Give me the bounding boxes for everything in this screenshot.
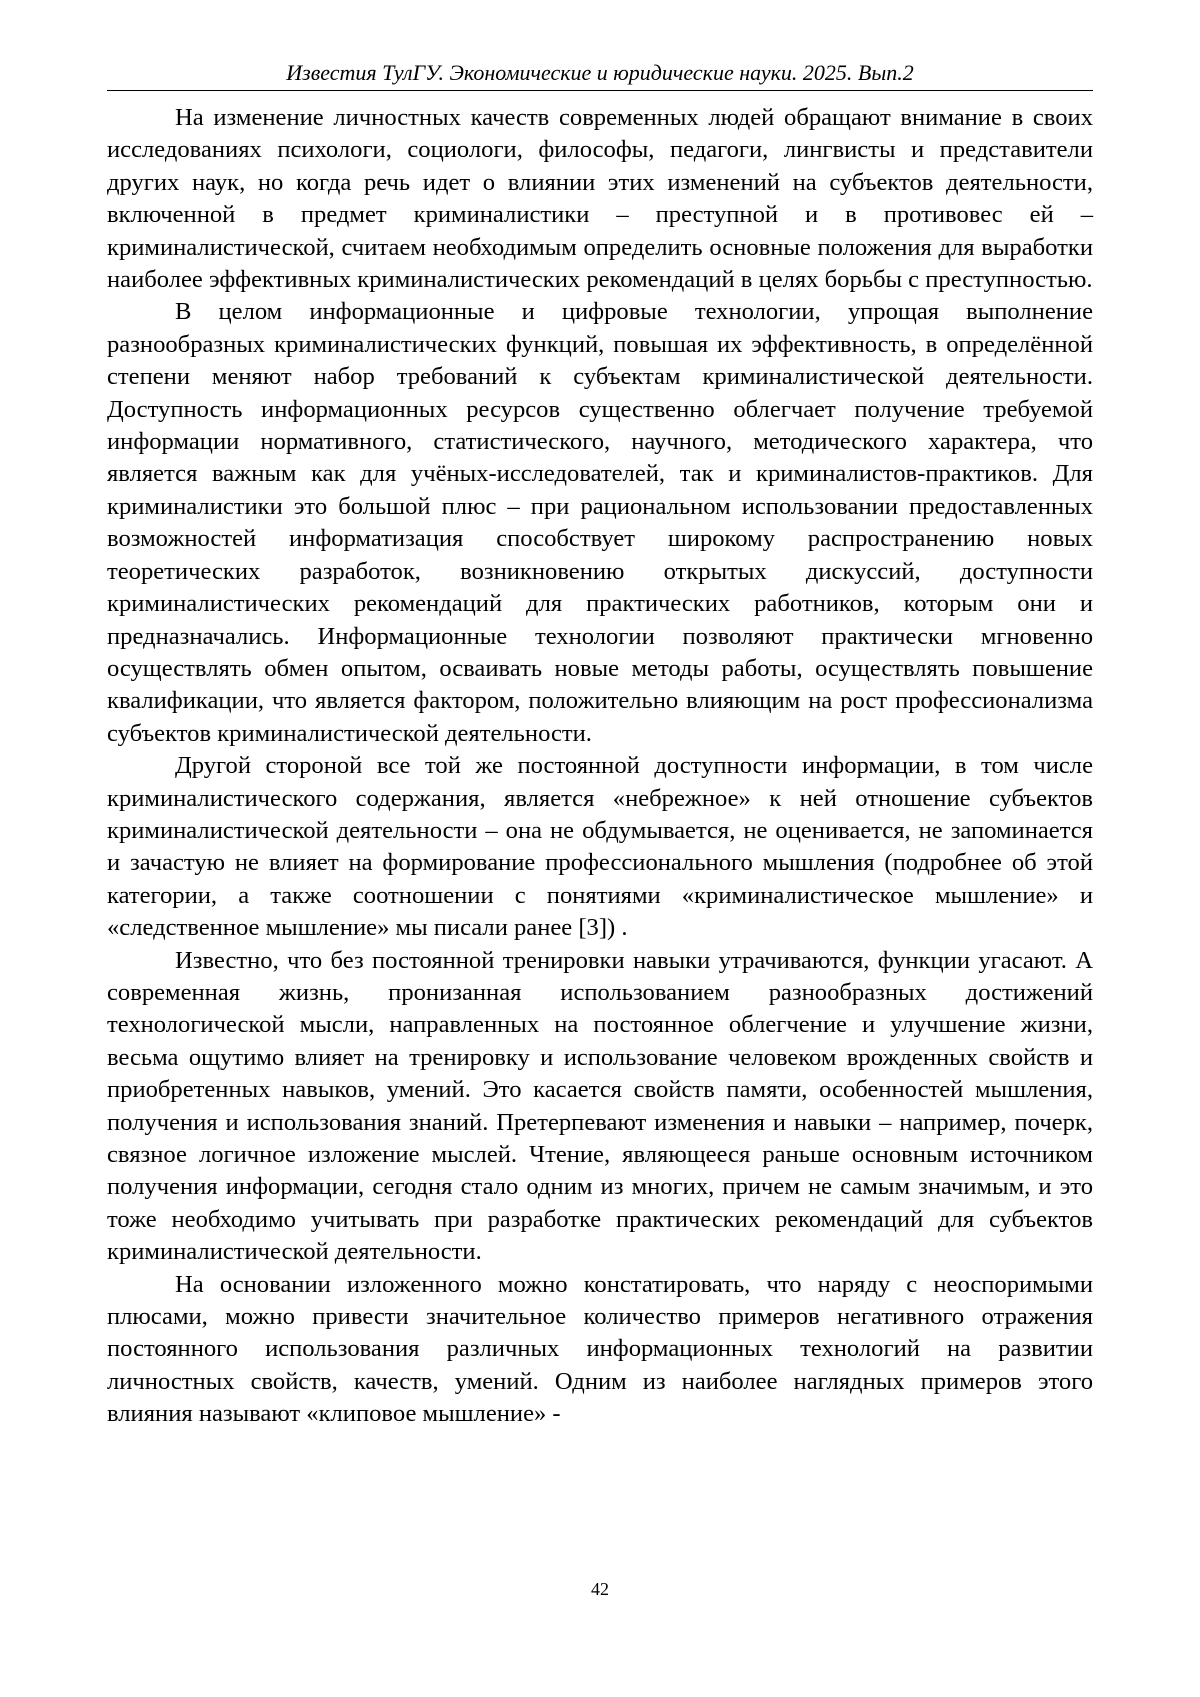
article-body [107, 102, 1093, 1431]
paragraph: Другой стороной все той же постоянной доступности информации, в том числе криминалистического содержания, является «небрежное» к ней отношение субъектов криминалистической деятельности – она не обдумывается, не оценивается, не запоминается и зачастую не влияет на формирование профессионального мышления (подробнее об этой категории, а также соотношении с понятиями «криминалистическое мышление» и «следственное мышление» мы писали ранее [3]) . [107, 752, 1093, 942]
paragraph: В целом информационные и цифровые технологии, упрощая выполнение разнообразных криминалистических функций, повышая их эффективность, в определённой степени меняют набор требований к субъектам криминалистической деятельности. Доступность информационных ресурсов существенно облегчает получение требуемой информации нормативного, статистического, научного, методического характера, что является важным как для учёных-исследователей, так и криминалистов-практиков. Для криминалистики это большой плюс – при рациональном использовании предоставленных возможностей информатизация способствует широкому распространению новых теоретических разработок, возникновению открытых дискуссий, доступности криминалистических рекомендаций для практических работников, которым они и предназначались. Информационные технологии позволяют практически мгновенно осуществлять обмен опытом, осваивать новые методы работы, осуществлять повышение квалификации, что является фактором, положительно влияющим на рост профессионализма субъектов криминалистической деятельности. [107, 298, 1093, 747]
paragraph: Известно, что без постоянной тренировки навыки утрачиваются, функции угасают. А современная жизнь, пронизанная использованием разнообразных достижений технологической мысли, направленных на постоянное облегчение и улучшение жизни, весьма ощутимо влияет на тренировку и использование человеком врожденных свойств и приобретенных навыков, умений. Это касается свойств памяти, особенностей мышления, получения и использования знаний. Претерпевают изменения и навыки – например, почерк, связное логичное изложение мыслей. Чтение, являющееся раньше основным источником получения информации, сегодня стало одним из многих, причем не самым значимым, и это тоже необходимо учитывать при разработке практических рекомендаций для субъектов криминалистической деятельности. [107, 946, 1093, 1266]
page-number: 42 [591, 1579, 609, 1599]
running-header: Известия ТулГУ. Экономические и юридические науки. 2025. Вып.2 [107, 58, 1093, 91]
journal-page [107, 58, 1093, 1431]
paragraph: На основании изложенного можно констатировать, что наряду с неоспоримыми плюсами, можно привести значительное количество примеров негативного отражения постоянного использования различных информационных технологий на развитии личностных свойств, качеств, умений. Одним из наиболее наглядных примеров этого влияния называют «клиповое мышление» - [107, 1270, 1093, 1428]
paragraph: На изменение личностных качеств современных людей обращают внимание в своих исследованиях психологи, социологи, философы, педагоги, лингвисты и представители других наук, но когда речь идет о влиянии этих изменений на субъектов деятельности, включенной в предмет криминалистики – преступной и в противовес ей – криминалистической, считаем необходимым определить основные положения для выработки наиболее эффективных криминалистических рекомендаций в целях борьбы с преступностью. [107, 104, 1093, 294]
